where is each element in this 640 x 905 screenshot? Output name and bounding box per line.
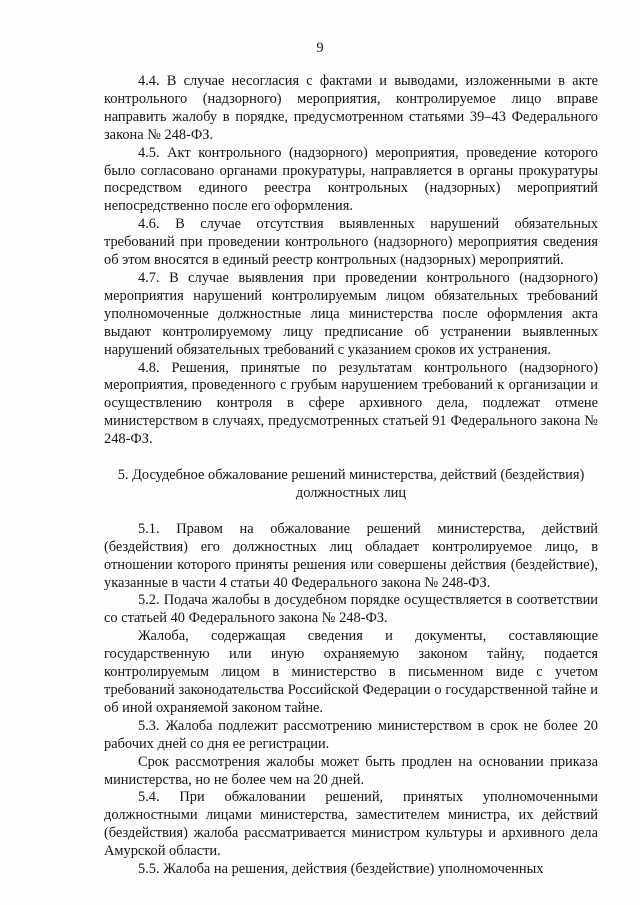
paragraph-4-5: 4.5. Акт контрольного (надзорного) мероприятия, проведение которого было согласовано органами прокуратуры, направляется в органы прокуратуры посредством единого реестра контрольных (надзорных) мероприятий непосредственно после его оформления. [104,144,598,215]
page-number: 9 [316,40,324,56]
section-5-heading-line2: должностных лиц [295,484,407,501]
section-5-heading [104,467,598,503]
document-body [104,73,598,879]
paragraph-5-2: 5.2. Подача жалобы в досудебном порядке осуществляется в соответствии со статьей 40 Федерального закона № 248-ФЗ. [104,592,598,627]
paragraph-5-3-extension: Срок рассмотрения жалобы может быть продлен на основании приказа министерства, но не более чем на 20 дней. [104,753,598,788]
paragraph-4-6: 4.6. В случае отсутствия выявленных нарушений обязательных требований при проведении контрольного (надзорного) мероприятия сведения об этом вносятся в единый реестр контрольных (надзорных) мероприятий. [104,216,598,269]
paragraph-5-4: 5.4. При обжаловании решений, принятых уполномоченными должностными лицами министерства, заместителем министра, их действий (бездействия) жалоба рассматривается министром культуры и архивного дела Амурской области. [104,789,598,860]
paragraph-4-4: 4.4. В случае несогласия с фактами и выводами, изложенными в акте контрольного (надзорного) мероприятия, контролируемое лицо вправе направить жалобу в порядке, предусмотренном статьями 39–43 Федерального закона № 248-ФЗ. [104,73,598,143]
section-5-heading-line1: 5. Досудебное обжалование решений министерства, действий (бездействия) [117,467,585,484]
paragraph-5-5: 5.5. Жалоба на решения, действия (бездействие) уполномоченных [138,861,544,878]
paragraph-5-2-complaint: Жалоба, содержащая сведения и документы, составляющие государственную или иную охраняемую законом тайну, подается контролируемым лицом в министерство в письменном виде с учетом требований законодательства Российской Федерации о государственной тайне и об иной охраняемой законом тайне. [104,628,598,716]
section-5-content [104,521,598,879]
paragraph-4-8: 4.8. Решения, принятые по результатам контрольного (надзорного) мероприятия, проведенного с грубым нарушением требований к организации и осуществлению контроля в сфере архивного дела, подлежат отмене министерством в случаях, предусмотренных статьей 91 Федерального закона № 248-ФЗ. [104,359,598,448]
paragraph-5-1: 5.1. Правом на обжалование решений министерства, действий (бездействия) его должностных лиц обладает контролируемое лицо, в отношении которого приняты решения или совершены действия (бездействие), указанные в части 4 статьи 40 Федерального закона № 248-ФЗ. [104,520,598,591]
paragraph-4-7: 4.7. В случае выявления при проведении контрольного (надзорного) мероприятия нарушений контролируемым лицом обязательных требований уполномоченные должностные лица министерства после оформления акта выдают контролируемому лицу предписание об устранении выявленных нарушений обязательных требований с указанием сроков их устранения. [104,269,598,358]
paragraph-5-3: 5.3. Жалоба подлежит рассмотрению министерством в срок не более 20 рабочих дней со дня ее регистрации. [104,717,598,752]
